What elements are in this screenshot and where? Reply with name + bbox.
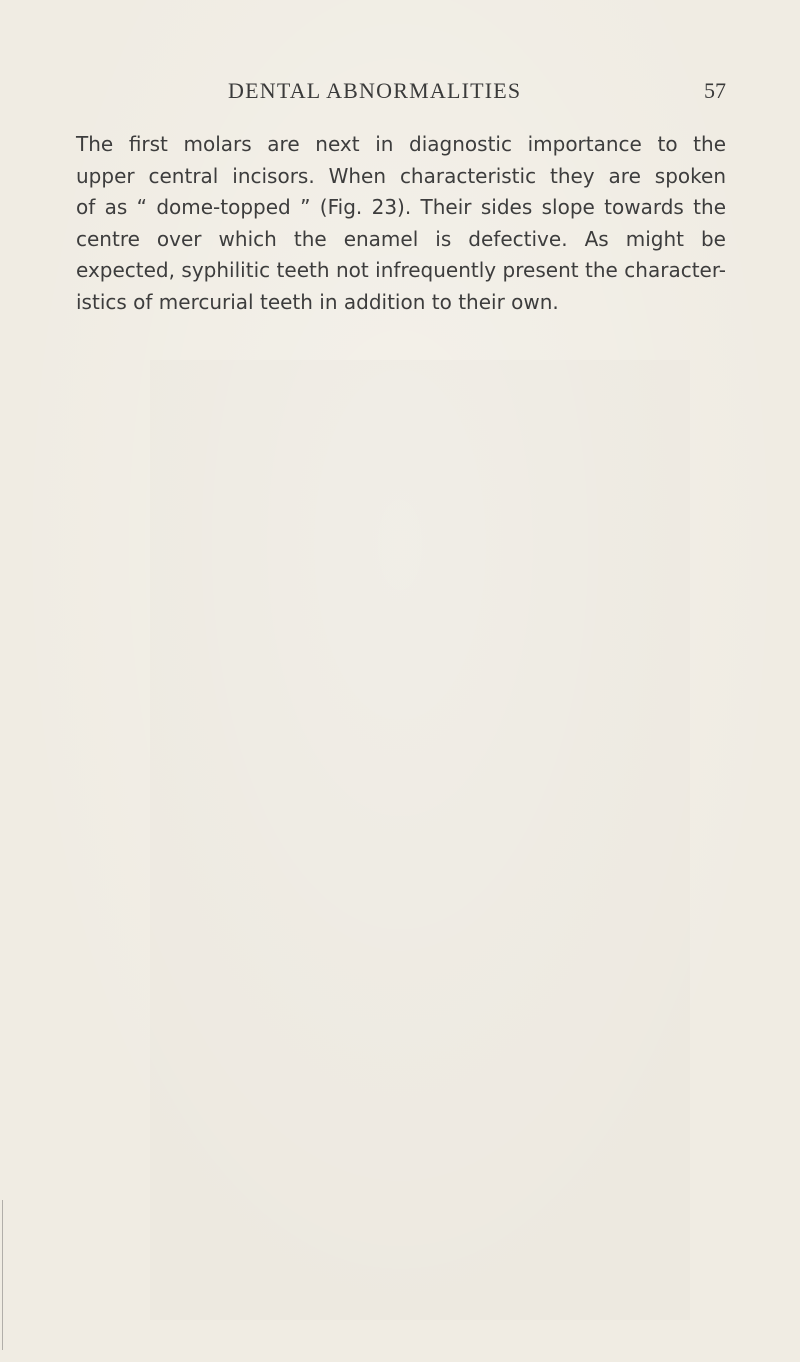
page-edge-mark — [2, 1200, 3, 1350]
page-number: 57 — [704, 78, 726, 103]
text-line: of as “ dome-topped ” (Fig. 23). Their sides slope towards the — [76, 195, 726, 219]
text-line: The first molars are next in diagnostic importance to the — [76, 132, 726, 156]
text-line: expected, syphilitic teeth not infrequently present the character- — [76, 258, 726, 282]
text-line: istics of mercurial teeth in addition to their own. — [76, 289, 559, 314]
running-title: DENTAL ABNORMALITIES — [228, 78, 522, 103]
text-line: centre over which the enamel is defective. As might be — [76, 226, 726, 251]
running-header — [74, 78, 726, 110]
show-through-shadow — [150, 360, 690, 1320]
body-paragraph — [76, 129, 726, 318]
text-line: upper central incisors. When characteristic they are spoken — [76, 163, 726, 188]
